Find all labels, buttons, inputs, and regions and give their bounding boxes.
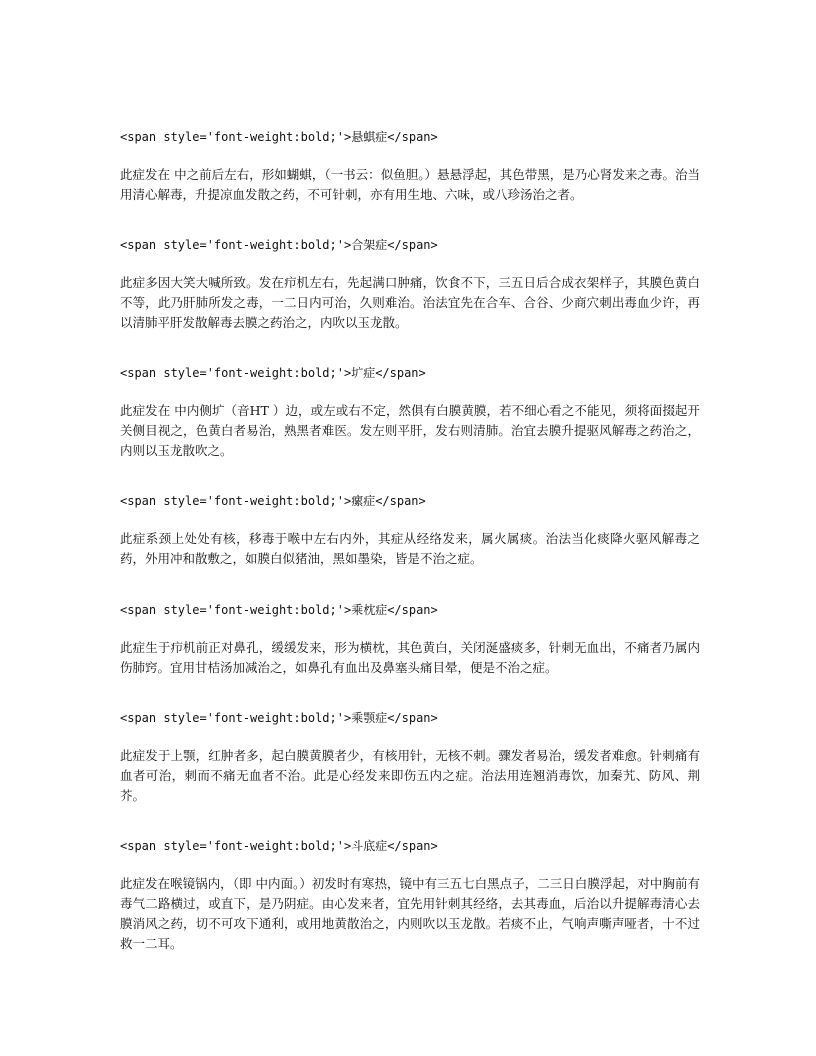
section-body: 此症发在喉镜锅内，（即 中内面。）初发时有寒热，镜中有三五七白黑点子，二三日白膜浮起，对中胸前有毒气二路横过，或直下，是乃阴症。由心发来者，宜先用针刺其经络，去其毒血，后治以升提解毒清心去膜消风之药，切不可攻下通利，或用地黄散治之，内则吹以玉龙散。若痰不止，气响声嘶声哑者，十不过救一二耳。: [120, 876, 700, 951]
section-body: 此症系颈上处处有核，移毒于喉中左右内外，其症从经络发来，属火属痰。治法当化痰降火驱风解毒之药，外用冲和散敷之，如膜白似猪油，黑如墨染，皆是不治之症。: [120, 531, 700, 566]
section-heading: <span style='font-weight:bold;'>斗底症</span>: [120, 839, 438, 853]
section-body: 此症发于上颚，红肿者多，起白膜黄膜者少，有核用针，无核不刺。骤发者易治，缓发者难愈。针刺痛有血者可治，刺而不痛无血者不治。此是心经发来即伤五内之症。治法用连翘消毒饮，加秦艽、防风、荆芥。: [120, 748, 700, 803]
section-chengzhen: [120, 601, 700, 709]
section-body: 此症发在 中内侧圹（音HT ）边，或左或右不定，然俱有白膜黄膜，若不细心看之不能见，须将面掇起开关侧目视之，色黄白者易治，熟黑者难医。发左则平肝，发右则清肺。治宜去膜升提驱风解毒之药治之，内则以玉龙散吹之。: [120, 403, 700, 458]
section-heading: <span style='font-weight:bold;'>乘颚症</span>: [120, 711, 438, 725]
section-chenge: [120, 709, 700, 837]
section-hejia: [120, 236, 700, 364]
section-heading: <span style='font-weight:bold;'>乘枕症</span>: [120, 603, 438, 617]
section-body: 此症发在 中之前后左右，形如蝴蜞，（一书云：似鱼胆。）悬悬浮起，其色带黑，是乃心肾发来之毒。治当用清心解毒，升提凉血发散之药，不可针刺，亦有用生地、六味，或八珍汤治之者。: [120, 167, 700, 202]
section-kuang: [120, 364, 700, 492]
section-heading: <span style='font-weight:bold;'>圹症</span>: [120, 366, 426, 380]
section-xuanqi: [120, 128, 700, 236]
section-heading: <span style='font-weight:bold;'>悬蜞症</span>: [120, 130, 438, 144]
section-heading: <span style='font-weight:bold;'>合架症</span>: [120, 238, 438, 252]
document-page: [120, 128, 700, 954]
section-body: 此症多因大笑大喊所致。发在疖机左右，先起满口肿痛，饮食不下，三五日后合成衣架样子，其膜色黄白不等，此乃肝肺所发之毒，一二日内可治，久则难治。治法宜先在合车、合谷、少商穴刺出毒血少许，再以清肺平肝发散解毒去膜之药治之，内吹以玉龙散。: [120, 275, 700, 330]
section-heading: <span style='font-weight:bold;'>瘰症</span>: [120, 494, 426, 508]
section-luo: [120, 492, 700, 601]
section-body: 此症生于疖机前正对鼻孔，缓缓发来，形为横枕，其色黄白，关闭涎盛痰多，针刺无血出，不痛者乃属内伤肺窍。宜用甘桔汤加减治之，如鼻孔有血出及鼻塞头痛目晕，便是不治之症。: [120, 640, 700, 675]
section-doudi: [120, 837, 700, 954]
